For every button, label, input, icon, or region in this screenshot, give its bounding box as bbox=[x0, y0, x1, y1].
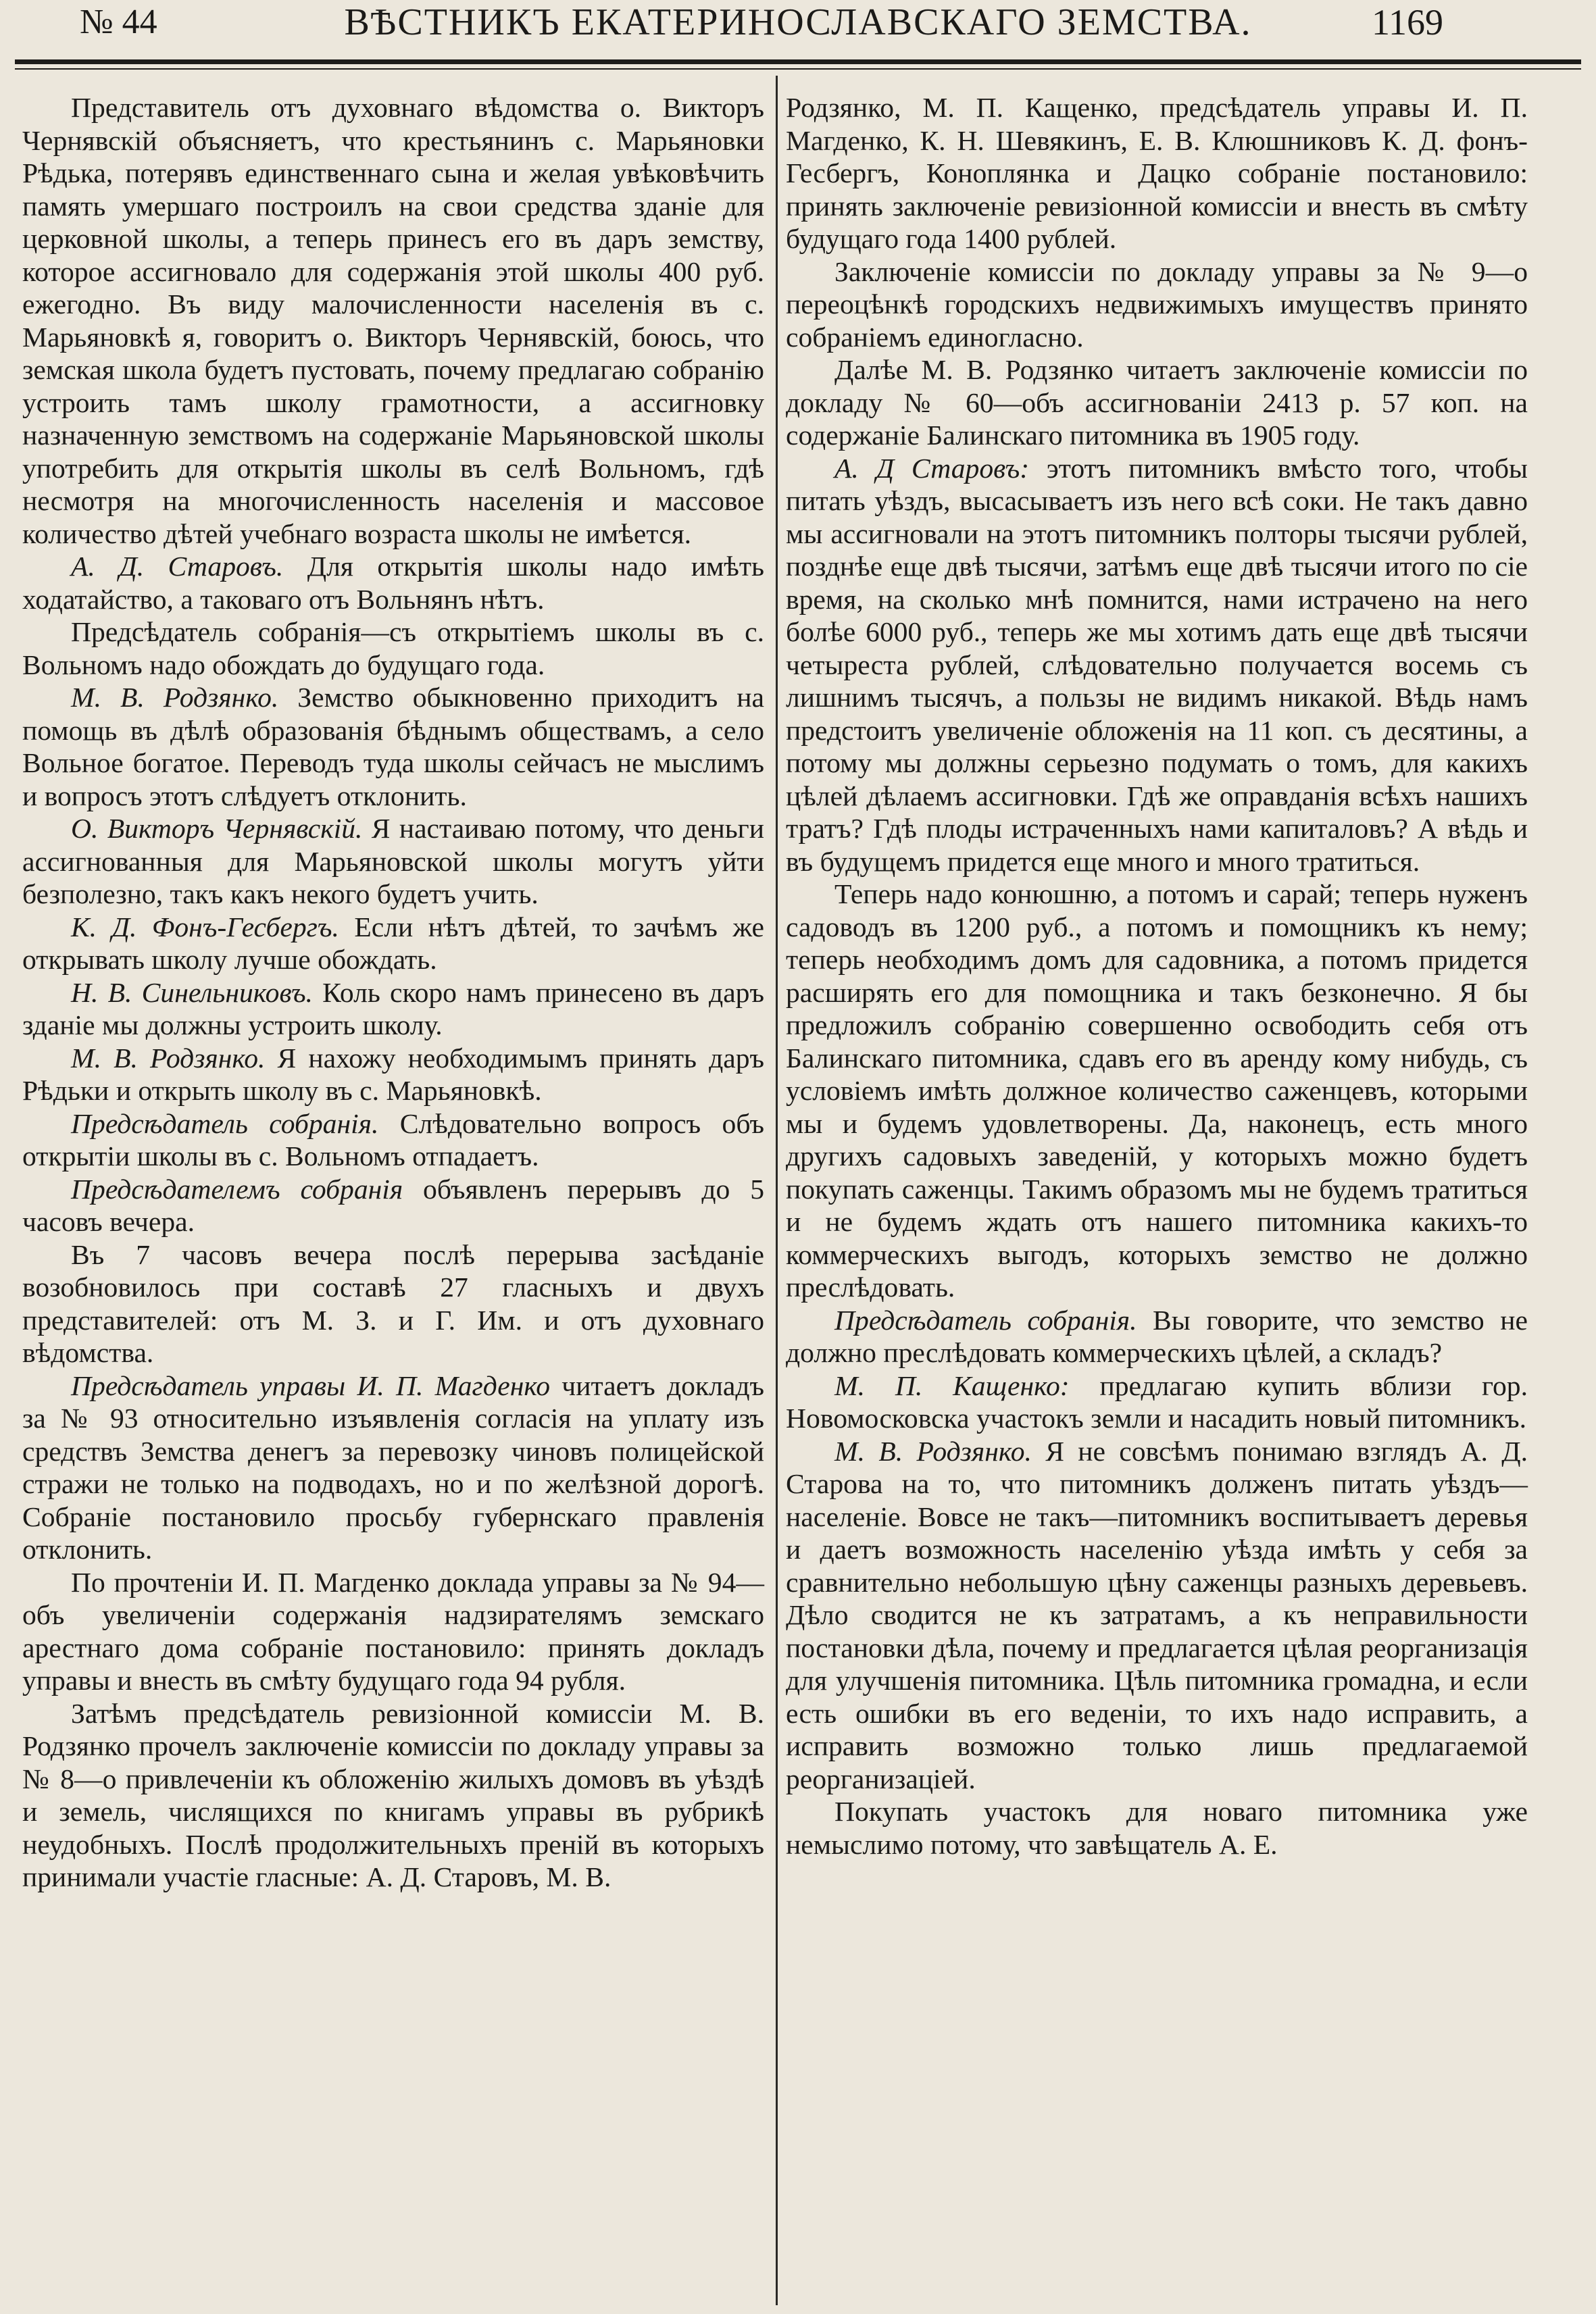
speaker-name: А. Д Старовъ: bbox=[834, 452, 1030, 484]
header-rule-thin bbox=[15, 68, 1581, 70]
paragraph-text: Вы говорите, что земство не должно преслѣдовать коммерческихъ цѣлей, а складъ? bbox=[786, 1304, 1528, 1368]
page-header bbox=[0, 0, 1596, 54]
speaker-name: А. Д. Старовъ. bbox=[71, 551, 284, 582]
speaker-name: Н. В. Синельниковъ. bbox=[71, 976, 313, 1008]
paragraph-text: Для открытія школы надо имѣть ходатайство, а таковаго отъ Вольнянъ нѣтъ. bbox=[22, 551, 764, 615]
paragraph bbox=[22, 681, 764, 812]
speaker-name: Предсѣдатель собранія. bbox=[71, 1107, 379, 1139]
paragraph bbox=[22, 911, 764, 976]
speaker-name: М. П. Кащенко: bbox=[834, 1369, 1070, 1401]
paragraph-text: По прочтеніи И. П. Магденко доклада управы за № 94—объ увеличеніи содержанія надзирателямъ земскаго арестнаго дома собраніе постановило: принять докладъ управы и внесть въ смѣту будущаго года 94 рубля. bbox=[22, 1566, 764, 1696]
paragraph bbox=[786, 353, 1528, 452]
paragraph bbox=[22, 550, 764, 615]
speaker-name: К. Д. Фонъ-Гесбергъ. bbox=[71, 911, 339, 942]
left-column bbox=[22, 91, 764, 1894]
paragraph-text: Далѣе М. В. Родзянко читаетъ заключеніе комиссіи по докладу № 60—объ ассигнованіи 2413 р. 57 коп. на содержаніе Балинскаго питомника въ 1905 году. bbox=[786, 354, 1528, 451]
paragraph-text: объявленъ перерывъ до 5 часовъ вечера. bbox=[22, 1173, 764, 1237]
paragraph-text: Предсѣдатель собранія—съ открытіемъ школы въ с. Вольномъ надо обождать до будущаго года. bbox=[22, 616, 764, 680]
paragraph bbox=[22, 812, 764, 911]
paragraph-text: Если нѣтъ дѣтей, то зачѣмъ же открывать школу лучше обождать. bbox=[22, 911, 764, 975]
page-number: 1169 bbox=[1372, 2, 1443, 43]
paragraph-text: Я не совсѣмъ понимаю взглядъ А. Д. Старова на то, что питомникъ долженъ питать уѣздъ—населеніе. Вовсе не такъ—питомникъ воспитываетъ деревья и даетъ возможность населенію уѣзда имѣть у себя за сравнительно небольшую цѣну саженцы разныхъ деревьевъ. Дѣло сводится не къ затратамъ, а къ неправильности постановки дѣла, почему и предлагается цѣлая реорганизація для улучшенія питомника. Цѣль питомника громадна, и если есть ошибки въ его веденіи, то ихъ надо исправить, а исправить возможно только лишь предлагаемой реорганизаціей. bbox=[786, 1435, 1528, 1794]
paragraph bbox=[22, 91, 764, 550]
speaker-name: Предсѣдатель управы И. П. Магденко bbox=[71, 1369, 551, 1401]
journal-title: ВѢСТНИКЪ ЕКАТЕРИНОСЛАВСКАГО ЗЕМСТВА. bbox=[344, 1, 1252, 43]
paragraph bbox=[786, 91, 1528, 255]
speaker-name: М. В. Родзянко. bbox=[71, 682, 279, 713]
paragraph bbox=[786, 255, 1528, 354]
paragraph-text: Коль скоро намъ принесено въ даръ зданіе мы должны устроить школу. bbox=[22, 976, 764, 1040]
paragraph bbox=[22, 1238, 764, 1369]
paragraph-text: Родзянко, М. П. Кащенко, предсѣдатель управы И. П. Магденко, К. Н. Шевякинъ, Е. В. Клюшниковъ К. Д. фонъ-Гесбергъ, Коноплянка и Дацко собраніе постановило: принять заключеніе ревизіонной комиссіи и внесть въ смѣту будущаго года 1400 рублей. bbox=[786, 92, 1528, 254]
paragraph-text: Я настаиваю потому, что деньги ассигнованныя для Марьяновской школы могутъ уйти безполезно, такъ какъ некого будетъ учить. bbox=[22, 813, 765, 909]
paragraph bbox=[22, 1697, 764, 1894]
column-divider bbox=[776, 76, 778, 2305]
paragraph-text: Представитель отъ духовнаго вѣдомства о. Викторъ Чернявскій объясняетъ, что крестьянинъ с. Марьяновки Рѣдька, потерявъ единственнаго сына и желая увѣковѣчить память умершаго построилъ на свои средства зданіе для церковной школы, а теперь принесъ его въ даръ земству, которое ассигновало для содержанія этой школы 400 руб. ежегодно. Въ виду малочисленности населенія въ с. Марьяновкѣ я, говоритъ о. Викторъ Чернявскій, боюсь, что земская школа будетъ пустовать, почему предлагаю собранію устроить тамъ школу грамотности, а ассигновку назначенную земствомъ на содержаніе Марьяновской школы употребить для открытія школы въ селѣ Вольномъ, гдѣ несмотря на многочисленность населенія и массовое количество дѣтей учебнаго возраста школы не имѣется. bbox=[22, 92, 764, 549]
paragraph bbox=[786, 452, 1528, 878]
paragraph-text: Заключеніе комиссіи по докладу управы за № 9—о переоцѣнкѣ городскихъ недвижимыхъ имуществъ принято собраніемъ единогласно. bbox=[786, 255, 1528, 353]
speaker-name: Предсѣдателемъ собранія bbox=[71, 1173, 403, 1205]
paragraph-text: Затѣмъ предсѣдатель ревизіонной комиссіи М. В. Родзянко прочелъ заключеніе комиссіи по докладу управы за № 8—о привлеченіи къ обложенію жилыхъ домовъ въ уѣздѣ и земель, числящихся по книгамъ управы въ рубрикѣ неудобныхъ. Послѣ продолжительныхъ преній въ которыхъ принимали участіе гласные: А. Д. Старовъ, М. В. bbox=[22, 1697, 764, 1892]
speaker-name: М. В. Родзянко. bbox=[834, 1435, 1032, 1467]
speaker-name: М. В. Родзянко. bbox=[71, 1042, 266, 1074]
paragraph bbox=[22, 615, 764, 681]
paragraph-text: Теперь надо конюшню, а потомъ и сарай; теперь нуженъ садоводъ въ 1200 руб., а потомъ и помощникъ къ нему; теперь необходимъ домъ для садовника, а потомъ придется расширять его для помощника и такъ безконечно. Я бы предложилъ собранію совершенно освободить себя отъ Балинскаго питомника, сдавъ его въ аренду кому нибудь, съ условіемъ имѣть должное количество саженцевъ, которыми мы и будемъ удовлетворены. Да, наконецъ, есть много другихъ садовыхъ заведеній, у которыхъ можно будетъ покупать саженцы. Такимъ образомъ мы не будемъ тратиться и не будемъ ждать отъ нашего питомника какихъ-то коммерческихъ выгодъ, которыхъ земство не должно преслѣдовать. bbox=[786, 878, 1528, 1303]
paragraph-text: Покупать участокъ для новаго питомника уже немыслимо потому, что завѣщатель А. Е. bbox=[786, 1796, 1528, 1860]
paragraph bbox=[22, 1369, 764, 1566]
paragraph bbox=[786, 1795, 1528, 1861]
paragraph bbox=[22, 1566, 764, 1697]
paragraph bbox=[22, 1107, 764, 1173]
paragraph-text: Земство обыкновенно приходитъ на помощь въ дѣлѣ образованія бѣднымъ обществамъ, а село Вольное богатое. Переводъ туда школы сейчасъ не мыслимъ и вопросъ этотъ слѣдуетъ отклонить. bbox=[22, 682, 764, 811]
paragraph bbox=[22, 976, 764, 1042]
paragraph bbox=[786, 1369, 1528, 1435]
paragraph-text: читаетъ докладъ за № 93 относительно изъявленія согласія на уплату изъ средствъ Земства денегъ за перевозку чиновъ полицейской стражи не только на подводахъ, но и по желѣзной дорогѣ. Собраніе постановило просьбу губернскаго правленія отклонить. bbox=[22, 1369, 765, 1565]
paragraph bbox=[786, 878, 1528, 1304]
paragraph bbox=[22, 1042, 764, 1107]
header-rule-thick bbox=[15, 59, 1581, 64]
paragraph bbox=[786, 1435, 1528, 1796]
speaker-name: О. Викторъ Чернявскій. bbox=[71, 813, 363, 844]
paragraph bbox=[22, 1173, 764, 1238]
paragraph bbox=[786, 1304, 1528, 1369]
right-column bbox=[786, 91, 1528, 1861]
issue-number: № 44 bbox=[80, 3, 157, 41]
paragraph-text: предлагаю купить вблизи гор. Новомосковска участокъ земли и насадить новый питомникъ. bbox=[786, 1369, 1528, 1434]
paragraph-text: Въ 7 часовъ вечера послѣ перерыва засѣданіе возобновилось при составѣ 27 гласныхъ и двухъ представителей: отъ М. З. и Г. Им. и отъ духовнаго вѣдомства. bbox=[22, 1238, 764, 1368]
paragraph-text: Я нахожу необходимымъ принять даръ Рѣдьки и открыть школу въ с. Марьяновкѣ. bbox=[22, 1042, 765, 1106]
speaker-name: Предсѣдатель собранія. bbox=[834, 1304, 1137, 1336]
paragraph-text: этотъ питомникъ вмѣсто того, чтобы питать уѣздъ, высасываетъ изъ него всѣ соки. Не такъ давно мы ассигновали на этотъ питомникъ полторы тысячи рублей, позднѣе еще двѣ тысячи, затѣмъ еще двѣ тысячи итого по сіе время, на сколько мнѣ помнится, нами истрачено на него болѣе 6000 руб., теперь же мы хотимъ дать еще двѣ тысячи четыреста рублей, слѣдовательно получается восемь съ лишнимъ тысячъ, а пользы не видимъ никакой. Вѣдь намъ предстоитъ увеличеніе обложенія на 11 коп. съ десятины, а потому мы должны серьезно подумать о томъ, для какихъ цѣлей дѣлаемъ ассигновки. Гдѣ же оправданія всѣхъ нашихъ тратъ? Гдѣ плоды истраченныхъ нами капиталовъ? А вѣдь и въ будущемъ придется еще много и много тратиться. bbox=[786, 452, 1528, 877]
paragraph-text: Слѣдовательно вопросъ объ открытіи школы въ с. Вольномъ отпадаетъ. bbox=[22, 1107, 764, 1172]
